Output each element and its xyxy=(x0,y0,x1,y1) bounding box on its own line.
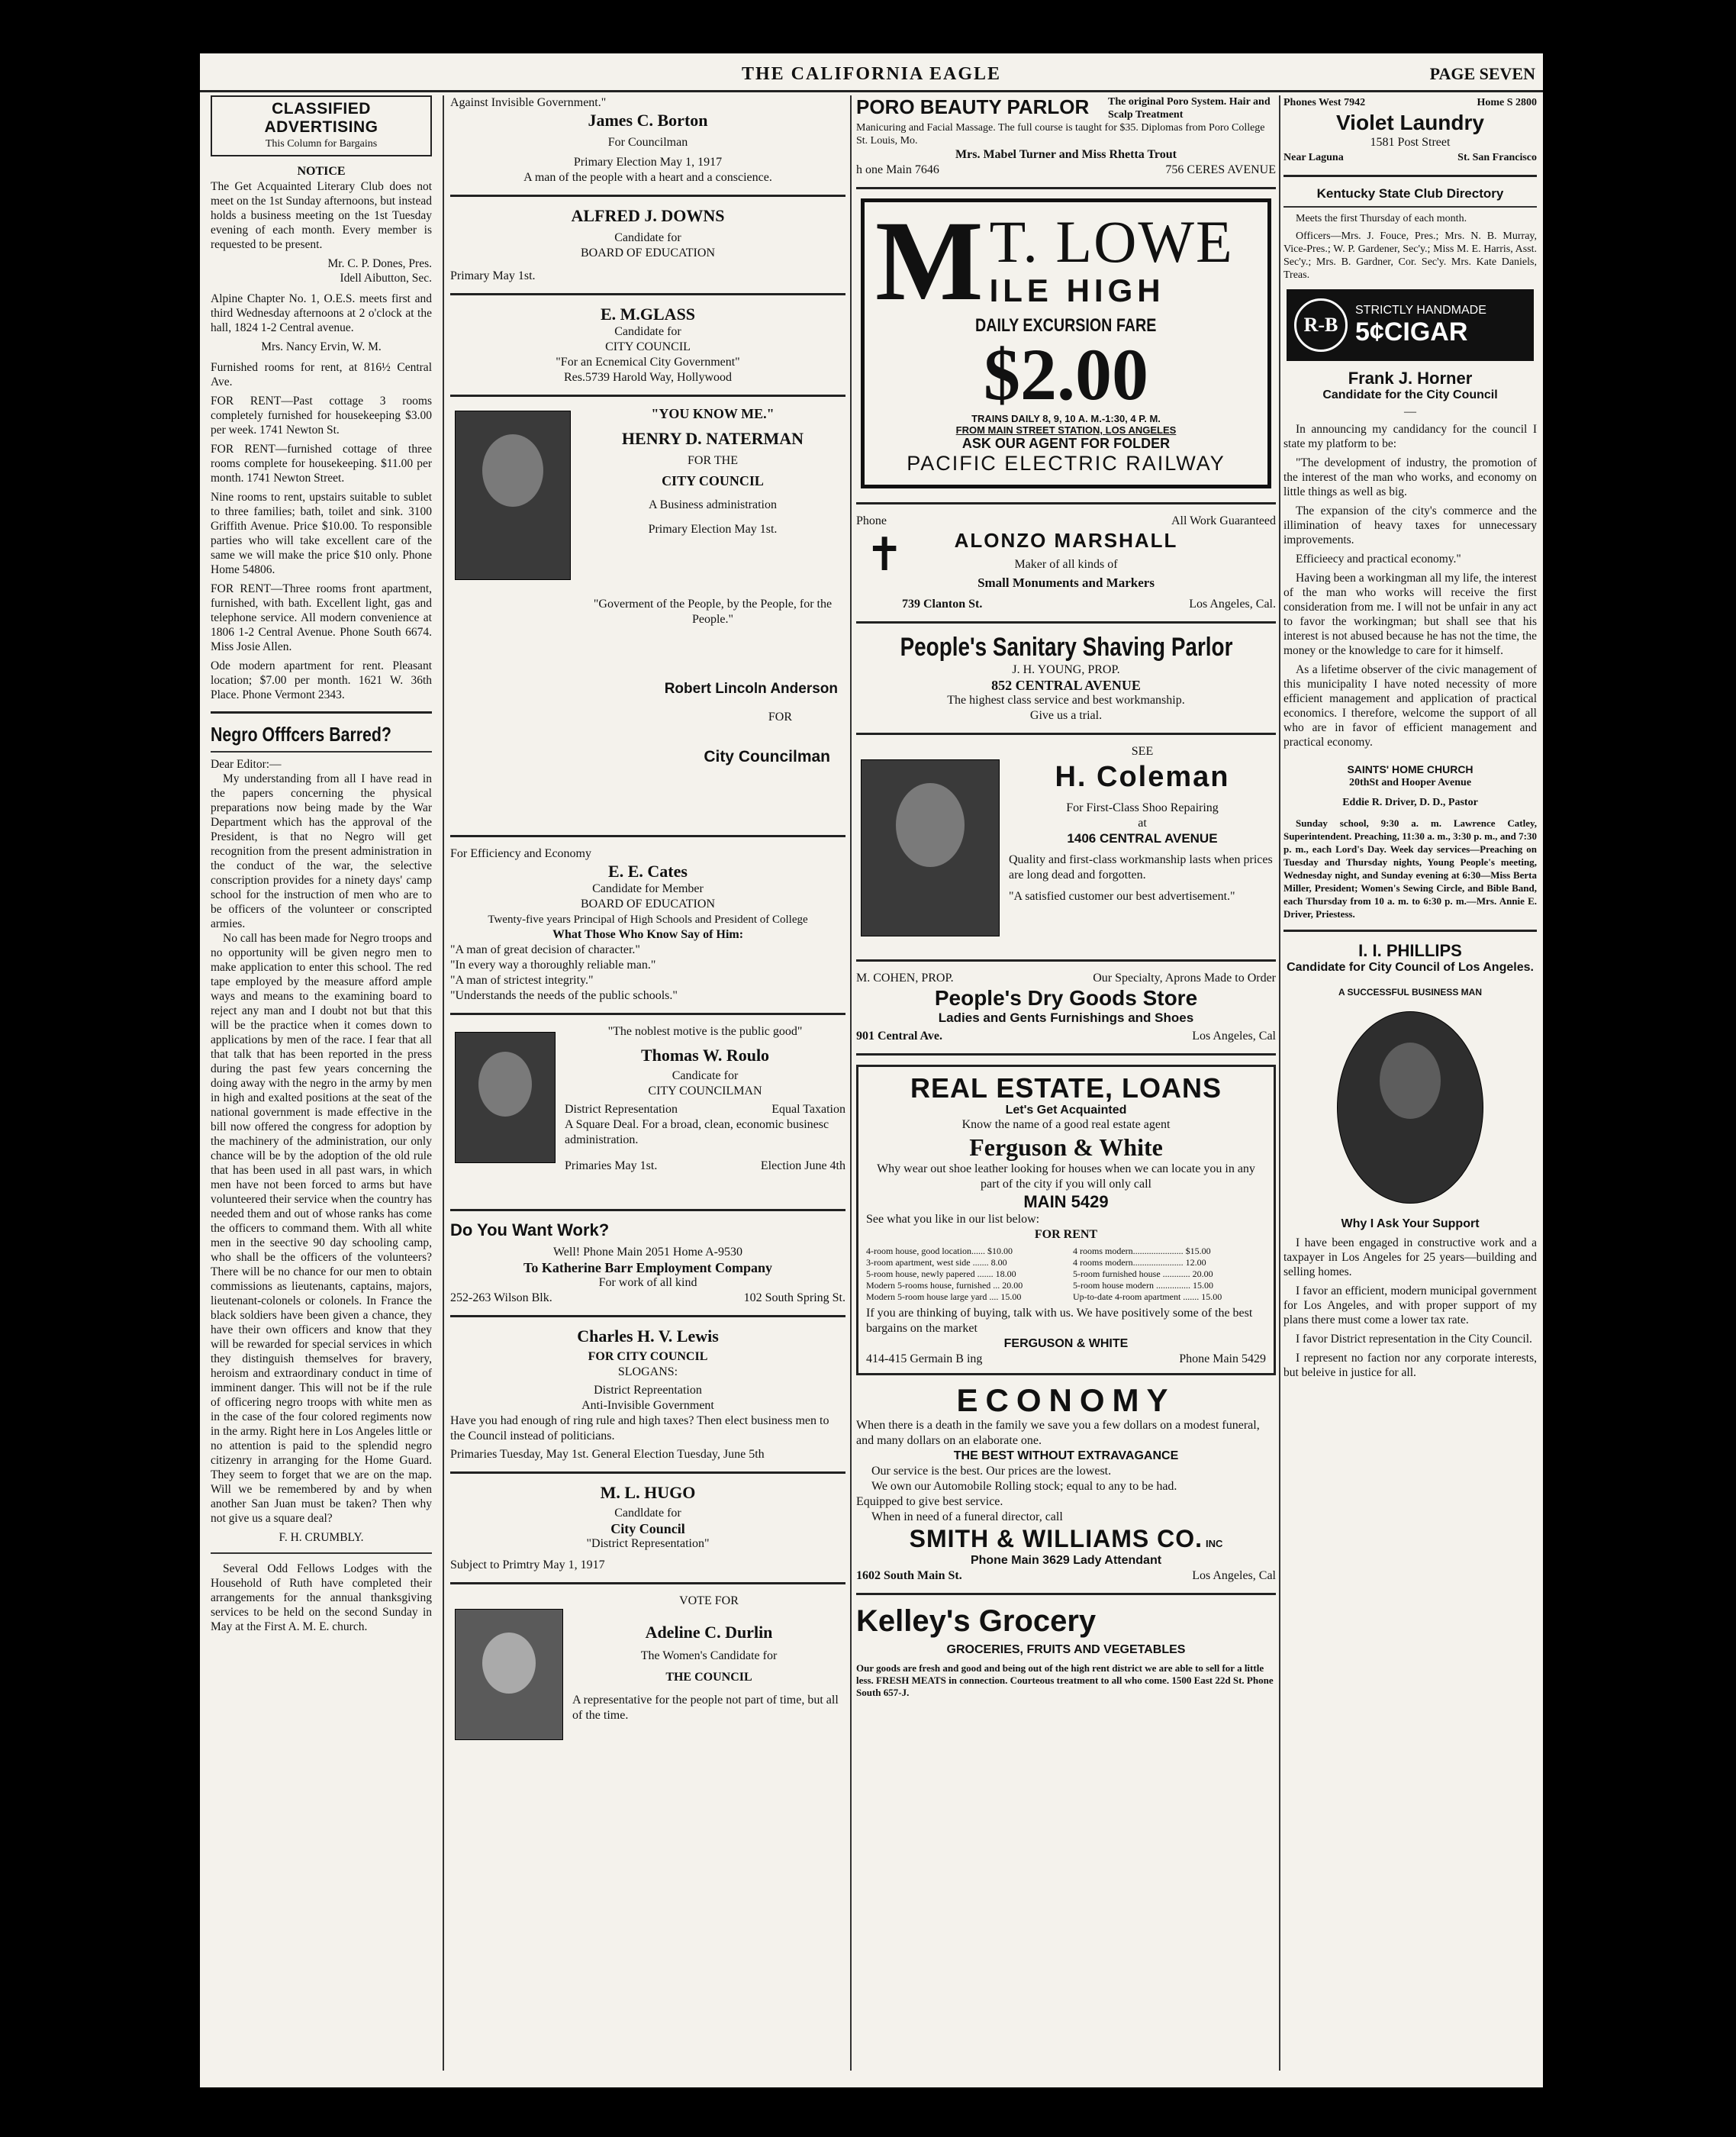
ad-text: Against Invisible Government." xyxy=(450,96,607,109)
ad-text: 1581 Post Street xyxy=(1370,136,1451,149)
ad-text: Los Angeles, Cal. xyxy=(1189,598,1276,611)
notice-heading: NOTICE xyxy=(297,165,346,178)
ad-text: Primary Election May 1st. xyxy=(648,523,778,536)
borton-ad xyxy=(450,95,845,185)
ad-text: 739 Clanton St. xyxy=(902,598,983,611)
ad-quote: "YOU KNOW ME." xyxy=(651,406,775,421)
ad-text: Candicate for xyxy=(672,1069,739,1082)
ad-text: District Repreentation xyxy=(594,1384,702,1397)
ad-text: A man of the people with a heart and a conscience. xyxy=(523,171,772,184)
candidate-name: Adeline C. Durlin xyxy=(645,1623,773,1642)
business-name: H. Coleman xyxy=(1055,761,1230,793)
ad-text: TRAINS DAILY 8, 9, 10 A. M.-1:30, 4 P. M. xyxy=(971,413,1161,424)
ad-text: J. H. YOUNG, PROP. xyxy=(1012,663,1120,676)
business-name: ALONZO MARSHALL xyxy=(954,529,1178,552)
ad-text: BOARD OF EDUCATION xyxy=(580,898,715,911)
candidate-name: M. L. HUGO xyxy=(600,1483,696,1502)
classified-subtitle: This Column for Bargains xyxy=(265,138,378,150)
ad-quote: "In every way a thoroughly reliable man." xyxy=(450,959,656,972)
kentucky-club-directory xyxy=(1283,186,1537,282)
candidate-name: ALFRED J. DOWNS xyxy=(571,206,725,225)
divider xyxy=(856,621,1276,624)
funeral-ad xyxy=(856,1383,1276,1584)
ad-text: Phone Main 3629 Lady Attendant xyxy=(970,1554,1162,1567)
ad-text: Why wear out shoe leather looking for houses when we can locate you in any part of the city if you will only call xyxy=(877,1162,1255,1191)
ad-text: As a lifetime observer of the civic management of this municipality I have noted necessity of more efficient management and application of practical economics. I therefore, welcome the support of all who are in favor of efficient management and practical economy. xyxy=(1283,663,1537,749)
ad-text: The highest class service and best workmanship. xyxy=(947,694,1185,707)
ad-text: Let's Get Acquainted xyxy=(1005,1104,1127,1117)
notice-signature: Mr. C. P. Dones, Pres. xyxy=(327,257,432,270)
ad-text: Officers—Mrs. J. Fouce, Pres.; Mrs. N. B. Murray, Vice-Pres.; W. P. Gardener, Sec'y.; Miss M. E. Harris, Asst. Sec'y.; Mrs. B. Gardner, Cor. Sec'y. Mrs. Kate Daniels, Treas. xyxy=(1283,230,1537,281)
rb-logo: R-B xyxy=(1294,298,1348,352)
poro-ad xyxy=(856,95,1276,178)
ad-quote: "Understands the needs of the public schools." xyxy=(450,989,678,1002)
candidate-name: Charles H. V. Lewis xyxy=(577,1326,719,1346)
divider xyxy=(450,1315,845,1317)
divider xyxy=(450,293,845,295)
ad-text: Having been a workingman all my life, the interest of the man who works will receive the first consideration from me. I will not be unfair in any act to favor the workingman; but shall see that his interest is not abused because he has not the time, the money or the knowledge to care for it himself. xyxy=(1283,572,1537,657)
ad-text: Primaries May 1st. xyxy=(565,1159,658,1172)
ad-text: Candidate for xyxy=(614,231,681,244)
ad-text: 102 South Spring St. xyxy=(743,1291,845,1304)
ad-text: Efficieecy and practical economy." xyxy=(1296,553,1461,566)
durlin-ad xyxy=(450,1594,845,1754)
ad-text: For Efficiency and Economy xyxy=(450,847,591,860)
divider xyxy=(450,1471,845,1474)
divider xyxy=(1283,175,1537,177)
rental-listings xyxy=(866,1246,1266,1303)
ad-text: "A satisfied customer our best advertisement." xyxy=(1009,890,1235,903)
divider xyxy=(1283,930,1537,932)
ad-text: District Representation xyxy=(565,1103,678,1116)
listing: 4 rooms modern...................... $15.00 xyxy=(1073,1246,1211,1256)
ad-text: Small Monuments and Markers xyxy=(978,575,1155,590)
ad-text: Phone Main 5429 xyxy=(1179,1352,1266,1365)
ad-text: All Work Guaranteed xyxy=(1171,514,1276,527)
odd-fellows-notice: Several Odd Fellows Lodges with the Household of Ruth have completed their arrangements for the annual thanksgiving services to be held on the second Sunday in May at the First A. M. E. church. xyxy=(211,1562,432,1633)
roulo-ad xyxy=(450,1024,845,1200)
ad-text: For First-Class Shoo Repairing xyxy=(1066,801,1219,814)
ad-text: Well! Phone Main 2051 Home A-9530 xyxy=(552,1246,742,1259)
ad-text: FOR xyxy=(768,711,792,724)
notice-signature: Idell Aibutton, Sec. xyxy=(340,272,432,285)
durlin-portrait xyxy=(455,1609,563,1740)
ad-text: Candldate for xyxy=(614,1507,681,1520)
divider xyxy=(856,1593,1276,1595)
candidate-name: James C. Borton xyxy=(588,111,708,130)
ad-text: Candidate for the City Council xyxy=(1322,388,1498,401)
ad-text: A representative for the people not part of time, but all of the time. xyxy=(572,1694,839,1722)
ad-text: When in need of a funeral director, call xyxy=(871,1510,1063,1523)
ad-text: The Women's Candidate for xyxy=(640,1649,778,1662)
ad-text: Our Specialty, Aprons Made to Order xyxy=(1093,972,1276,985)
ad-text: Give us a trial. xyxy=(1029,709,1103,722)
ad-text: FERGUSON & WHITE xyxy=(1003,1337,1129,1350)
listing: 5-room furnished house ............ 20.00 xyxy=(1073,1268,1213,1279)
ad-text: 414-415 Germain B ing xyxy=(866,1352,983,1365)
marshall-ad xyxy=(856,514,1276,612)
naterman-portrait xyxy=(455,411,571,580)
ad-text: Near Laguna xyxy=(1283,152,1344,163)
real-estate-ad xyxy=(856,1065,1276,1375)
ad-headline: T. LOWE xyxy=(989,208,1234,275)
letter-salutation: Dear Editor:— xyxy=(211,758,282,771)
ad-text: Candidate for xyxy=(614,325,681,338)
ad-text: M. COHEN, PROP. xyxy=(856,972,954,985)
ad-text: BOARD OF EDUCATION xyxy=(580,247,715,259)
ad-text: "District Representation" xyxy=(586,1537,710,1550)
divider xyxy=(856,733,1276,735)
column-rule xyxy=(443,95,444,2071)
ad-text: h one Main 7646 xyxy=(856,163,939,176)
divider xyxy=(450,1209,845,1211)
column-rule xyxy=(850,95,852,2071)
laundry-ad xyxy=(1283,95,1537,166)
listing: Modern 5-rooms house, furnished ... 20.00 xyxy=(866,1280,1023,1291)
divider xyxy=(856,187,1276,189)
ad-text: Candidate for Member xyxy=(592,882,704,895)
shaving-parlor-ad xyxy=(856,633,1276,724)
ad-text: When there is a death in the family we save you a few dollars on a modest funeral, and many dollars on an elaborate one. xyxy=(856,1419,1260,1447)
phillips-ad xyxy=(1283,941,1537,1380)
listing: 4 rooms modern...................... 12.00 xyxy=(1073,1257,1206,1268)
ad-text: 901 Central Ave. xyxy=(856,1030,943,1043)
ad-text: We own our Automobile Rolling stock; equal to any to be had. xyxy=(871,1480,1177,1493)
column-2 xyxy=(450,95,845,1754)
notice-text: The Get Acquainted Literary Club does not meet on the 1st Sunday afternoons, but instead holds a business meeting on the 1st Tuesday evening of each month. Every member is requested to be present. xyxy=(211,180,432,251)
ad-text: I favor an efficient, modern municipal government for Los Angeles, and with proper support of my plans there must come a lower tax rate. xyxy=(1283,1284,1537,1326)
listing: Up-to-date 4-room apartment ....... 15.00 xyxy=(1073,1291,1222,1302)
for-rent-ad-1: FOR RENT—Past cottage 3 rooms completely furnished for housekeeping $3.00 per week. 1741 Newton St. xyxy=(211,395,432,437)
column-3 xyxy=(856,95,1276,1699)
candidate-name: Robert Lincoln Anderson xyxy=(664,681,838,697)
ad-text: Los Angeles, Cal xyxy=(1192,1569,1276,1582)
ad-text: THE COUNCIL xyxy=(665,1671,752,1684)
ad-text: Meets the first Thursday of each month. xyxy=(1296,213,1467,224)
ad-text: MAIN 5429 xyxy=(1023,1192,1109,1211)
divider xyxy=(450,835,845,837)
ad-text: Our service is the best. Our prices are the lowest. xyxy=(871,1465,1112,1478)
ad-text: A Square Deal. For a broad, clean, economic businesc administration. xyxy=(565,1118,829,1146)
candidate-name: E. E. Cates xyxy=(608,862,688,881)
divider xyxy=(450,1582,845,1584)
ad-text: Equal Taxation xyxy=(771,1103,845,1116)
ad-quote: "A man of great decision of character." xyxy=(450,943,640,956)
ad-text: ASK OUR AGENT FOR FOLDER xyxy=(961,436,1171,451)
ad-text: Candidate for City Council of Los Angeles. xyxy=(1287,961,1534,974)
ad-headline: ILE HIGH xyxy=(989,272,1165,308)
ad-text: A SUCCESSFUL BUSINESS MAN xyxy=(1338,987,1483,998)
horner-ad: Frank J. Horner Candidate for the City Council — In announcing my candidancy for the council I state my platform to be: "The development of industry, the promotion of the interest of the man who works, and economy on little things as well as big. The expansion of the city's commerce and the illimination of heavy taxes for unnecessary improvements. Efficieecy and practical economy." Having been a workingman all my life, the interest of the man who works will receive the first consideration from me. I will not be unfair in any act to favor the workingman; but shall see that his interest is not abused because he has not the time, the money or the knowledge to care for it himself. As a lifetime observer of the civic management of this municipality I have noted necessity of more efficient management and application of practical economics. I therefore, welcome the support of all who are in favor of efficient management and practical economy. xyxy=(1283,369,1537,749)
section-heading: SAINTS' HOME CHURCH xyxy=(1347,763,1474,775)
divider xyxy=(856,1053,1276,1056)
candidate-name: Thomas W. Roulo xyxy=(640,1046,770,1065)
ad-text: SEE xyxy=(1131,745,1154,758)
ad-quote: "A man of strictest integrity." xyxy=(450,974,594,987)
anderson-ad xyxy=(450,597,845,826)
letter-paragraph: My understanding from all I have read in the papers concerning the physical preparations now being made by the War Department which has the approval of the President, is that no Negro will get recognition from the present administration in the conduct of the war, the selective conscription provides for a ninety days' camp school for the instruction of men who are to be officers of the volunteer or conscripted armies. xyxy=(211,772,432,930)
letter-paragraph: No call has been made for Negro troops and no opportunity will be given negro men to make application to enter this school. The red tape employed by the measure afford ample ways and means to the examining board to reject any man and I doubt not but that this will be the practice when it comes down to applications by men of the race. I fear that all that talk that has been reported in the press during the past few years concerning the doing away with the negro in the army by men in high and exalted positions at the seat of the national government is made effective in the bill now offered the congress for adoption by the machinery of the administration, our only chance will be by the adoption of the old rule that has been used in all past wars, in which men have not been forced to arms but have volunteered their service when the country has needed them and out of whose ranks has come the officers to command them. With all white men in the seective 90 day schooling camp, who shall be the officers of the volunteers? There will be no chance for our men to obtain commissions as lieutenants, captains, majors, lieutenant-colonels or colonels. In France the black soldiers have been given a chance, they have their own officers and know that they will be rewarded for special services in which they distinguish themselves for bravery, heroism and extraordinary conduct in time of imminent danger. This will not be if the rule of officering negro troops with white men as in the case of the four colored regiments now in the army. Right here in Los Angeles little or no attention is paid to the splendid negro citizenry in arranging for the Home Guard. They seem to forget that we are on the map. Will we be remembered by and by when another San Juan must be taken? Then why not give us a square deal? xyxy=(211,932,432,1525)
ad-text: Maker of all kinds of xyxy=(1014,558,1118,571)
ad-text: A Business administration xyxy=(649,498,777,511)
ad-text: STRICTLY HANDMADE xyxy=(1355,303,1486,317)
ad-text: VOTE FOR xyxy=(679,1594,739,1607)
furnished-rooms-ad: Furnished rooms for rent, at 816½ Central Ave. xyxy=(211,361,432,388)
for-rent-ad-3: FOR RENT—Three rooms front apartment, furnished, with bath. Excellent light, gas and telephone service. All modern convenience at 1806 1-2 Central Avenue. Phone South 6674. Miss Josie Allen. xyxy=(211,582,432,653)
business-name: Violet Laundry xyxy=(1336,111,1484,134)
ad-headline: ECONOMY xyxy=(956,1382,1176,1418)
column-4 xyxy=(1283,95,1537,1384)
ad-text: Know the name of a good real estate agent xyxy=(961,1118,1171,1131)
column-1 xyxy=(211,95,432,1639)
glass-ad xyxy=(450,305,845,385)
rb-cigar-ad xyxy=(1287,289,1534,361)
listing: 4-room house, good location...... $10.00 xyxy=(866,1246,1013,1256)
ad-text: For work of all kind xyxy=(598,1276,697,1289)
ad-text: Eddie R. Driver, D. D., Pastor xyxy=(1342,797,1478,808)
ad-text: Res.5739 Harold Way, Hollywood xyxy=(563,371,733,384)
divider xyxy=(450,1013,845,1015)
dry-goods-ad xyxy=(856,971,1276,1044)
listing: 5-room house, newly papered ....... 18.00 xyxy=(866,1268,1016,1279)
newspaper-page xyxy=(200,53,1543,2087)
business-name: People's Sanitary Shaving Parlor xyxy=(900,633,1232,662)
ad-text: Home S 2800 xyxy=(1477,97,1537,108)
ad-text: CITY COUNCIL xyxy=(662,473,764,488)
ad-text: 252-263 Wilson Blk. xyxy=(450,1291,552,1304)
alpine-signature: Mrs. Nancy Ervin, W. M. xyxy=(261,340,382,353)
cates-ad xyxy=(450,846,845,1004)
employment-ad xyxy=(450,1220,845,1306)
candidate-name: E. M.GLASS xyxy=(600,305,696,324)
ad-text: Election June 4th xyxy=(760,1159,845,1172)
ad-text: "The development of industry, the promotion of the interest of the man who works, and economy on little things as well as big. xyxy=(1283,456,1537,498)
fare-price: $2.00 xyxy=(984,334,1148,415)
classified-header xyxy=(211,95,432,156)
ad-text: I favor District representation in the City Council. xyxy=(1296,1333,1532,1346)
for-rent-ad-2: FOR RENT—furnished cottage of three rooms complete for housekeeping. $11.00 per month. 1741 Newton Street. xyxy=(211,443,432,485)
ad-text: Mrs. Mabel Turner and Miss Rhetta Trout xyxy=(955,148,1177,161)
ad-text: Equipped to give best service. xyxy=(856,1495,1003,1508)
ad-headline: Do You Want Work? xyxy=(450,1220,610,1239)
ad-text: CITY COUNCIL xyxy=(605,340,691,353)
ad-text: City Council xyxy=(610,1521,685,1536)
lewis-ad xyxy=(450,1326,845,1462)
divider xyxy=(1283,206,1537,208)
ad-text: GROCERIES, FRUITS AND VEGETABLES xyxy=(946,1643,1186,1656)
nine-rooms-ad: Nine rooms to rent, upstairs suitable to sublet to three families; bath, toilet and sink. 3100 Griffith Avenue. Price $10.00. To responsible parties who will take excellent care of the same we will make the price $10 only. Phone Home 54806. xyxy=(211,491,432,576)
divider xyxy=(450,395,845,397)
coleman-ad xyxy=(856,744,1276,950)
ad-text: "For an Ecnemical City Government" xyxy=(556,356,740,369)
candidate-name: HENRY D. NATERMAN xyxy=(621,429,804,448)
listing: Modern 5-room house large yard .... 15.00 xyxy=(866,1291,1022,1302)
ad-text: Quality and first-class workmanship lasts when prices are long dead and forgotten. xyxy=(1009,853,1273,882)
ad-text: I represent no faction nor any corporate interests, but beleive in justice for all. xyxy=(1283,1352,1537,1379)
ad-text: Have you had enough of ring rule and high taxes? Then elect business men to the Council instead of politicians. xyxy=(450,1414,829,1442)
candidate-name: Frank J. Horner xyxy=(1348,369,1473,388)
ad-text: To Katherine Barr Employment Company xyxy=(523,1260,772,1275)
divider xyxy=(211,711,432,714)
ad-text: Anti-Invisible Government xyxy=(581,1399,714,1412)
phillips-portrait xyxy=(1337,1011,1483,1204)
ad-text: For Councilman xyxy=(607,136,688,149)
divider xyxy=(856,502,1276,504)
divider xyxy=(856,959,1276,962)
ad-text: Los Angeles, Cal xyxy=(1192,1030,1276,1043)
masthead xyxy=(200,60,1543,92)
ad-text: Twenty-five years Principal of High Schools and President of College xyxy=(488,914,808,926)
section-heading: Why I Ask Your Support xyxy=(1341,1217,1480,1230)
column-rule xyxy=(1279,95,1280,2071)
ad-text: 1406 CENTRAL AVENUE xyxy=(1067,831,1218,846)
ad-text: at xyxy=(1138,817,1147,830)
ad-text: Subject to Primtry May 1, 1917 xyxy=(450,1558,605,1571)
section-heading: Kentucky State Club Directory xyxy=(1316,186,1504,201)
alpine-chapter-notice: Alpine Chapter No. 1, O.E.S. meets first and third Wednesday afternoons at 2 o'clock at the hall, 1824 1-2 Central avenue. xyxy=(211,292,432,334)
apartment-ad: Ode modern apartment for rent. Pleasant location; $7.00 per month. 1621 W. 36th Place. Phone Vermont 2343. xyxy=(211,659,432,701)
divider xyxy=(211,751,432,753)
ad-text: Phone xyxy=(856,514,887,527)
ad-text: PACIFIC ELECTRIC RAILWAY xyxy=(907,452,1226,475)
grocery-ad xyxy=(856,1604,1276,1699)
ad-text: St. San Francisco xyxy=(1457,152,1537,163)
page-number: PAGE SEVEN xyxy=(1429,64,1535,83)
business-name: People's Dry Goods Store xyxy=(934,986,1198,1010)
ad-text: CITY COUNCILMAN xyxy=(648,1085,762,1098)
ad-text: Our goods are fresh and good and being out of the high rent district we are able to sell for a little less. FRESH MEATS in connection. Courteous treatment to all who come. 1500 East 22d St. Phone South 657-J. xyxy=(856,1662,1274,1698)
ad-text: The expansion of the city's commerce and the illimination of heavy taxes for unnecessary improvements. xyxy=(1283,504,1537,546)
roulo-portrait xyxy=(455,1032,556,1163)
monument-cross-icon: ✝ xyxy=(865,530,904,580)
ad-text: Phones West 7942 xyxy=(1283,97,1366,108)
ad-text: Primary May 1st. xyxy=(450,269,536,282)
ad-text: The original Poro System. Hair and Scalp Treatment xyxy=(1108,96,1271,121)
ad-text: Primaries Tuesday, May 1st. General Election Tuesday, June 5th xyxy=(450,1448,765,1461)
newspaper-title: THE CALIFORNIA EAGLE xyxy=(741,64,1002,84)
ad-text: FOR CITY COUNCIL xyxy=(588,1350,708,1363)
ad-quote: "Goverment of the People, by the People, for the People." xyxy=(593,598,833,626)
divider xyxy=(211,1552,432,1554)
ad-text: Ladies and Gents Furnishings and Shoes xyxy=(938,1010,1194,1025)
ad-text: INC xyxy=(1206,1538,1223,1549)
business-name: SMITH & WILLIAMS CO. xyxy=(909,1525,1203,1552)
ad-text: THE BEST WITHOUT EXTRAVAGANCE xyxy=(953,1449,1179,1462)
ad-headline: 5¢CIGAR xyxy=(1355,317,1468,346)
ad-text: 1602 South Main St. xyxy=(856,1569,962,1582)
ad-text: 852 CENTRAL AVENUE xyxy=(991,678,1141,693)
ad-text: 756 CERES AVENUE xyxy=(1165,163,1276,176)
downs-ad xyxy=(450,206,845,284)
article-headline: Negro Offfcers Barred? xyxy=(211,723,391,746)
business-name: Ferguson & White xyxy=(969,1133,1163,1161)
ad-text: FOR THE xyxy=(688,454,738,467)
ad-text: See what you like in our list below: xyxy=(866,1213,1040,1226)
ad-text: 20thSt and Hooper Avenue xyxy=(1348,777,1472,788)
ad-text: SLOGANS: xyxy=(617,1365,678,1378)
naterman-ad xyxy=(450,406,845,589)
business-name: Kelley's Grocery xyxy=(856,1604,1097,1638)
mt-lowe-ad xyxy=(861,198,1271,488)
letter-signature: F. H. CRUMBLY. xyxy=(279,1531,364,1544)
ad-text: FROM MAIN STREET STATION, LOS ANGELES xyxy=(955,424,1177,436)
listing: 3-room apartment, west side ....... 8.00 xyxy=(866,1257,1007,1268)
coleman-portrait xyxy=(861,759,1000,936)
ad-text: DAILY EXCURSION FARE xyxy=(975,315,1157,336)
ad-text: In announcing my candidancy for the council I state my platform to be: xyxy=(1283,423,1537,450)
ad-text: What Those Who Know Say of Him: xyxy=(552,928,744,941)
ad-text: Manicuring and Facial Massage. The full course is taught for $35. Diplomas from Poro College St. Louis, Mo. xyxy=(856,122,1265,147)
ad-text: If you are thinking of buying, talk with us. We have positively some of the best bargains on the market xyxy=(866,1307,1253,1335)
ad-text: Sunday school, 9:30 a. m. Lawrence Catley, Superintendent. Preaching, 11:30 a. m., 3:30 p. m., and 7:30 p. m., each Lord's Day. Week day services—Preaching on Tuesday and Thursday nights, Young People's meeting, Wednesday night, and Sunday evening at 6:30—Miss Berta Miller, President; Women's Sewing Circle, and Bible Band, each Thursday from 10 a. m. to 6:30 p. m.—Mrs. Annie E. Driver, Priestess. xyxy=(1283,817,1537,920)
ad-text: I have been engaged in constructive work and a taxpayer in Los Angeles for 25 years—building and selling homes. xyxy=(1283,1236,1537,1278)
listing: 5-room house modern ............... 15.00 xyxy=(1073,1280,1213,1291)
candidate-name: I. I. PHILLIPS xyxy=(1358,941,1462,960)
ad-text: City Councilman xyxy=(704,748,830,766)
classified-title: CLASSIFIED ADVERTISING xyxy=(264,100,378,136)
church-notice xyxy=(1283,763,1537,920)
mt-lowe-initial: M xyxy=(875,198,984,324)
ad-headline: REAL ESTATE, LOANS xyxy=(910,1072,1222,1104)
ad-quote: "The noblest motive is the public good" xyxy=(607,1025,803,1038)
hugo-ad xyxy=(450,1483,845,1573)
business-name: PORO BEAUTY PARLOR xyxy=(856,95,1090,118)
ad-text: FOR RENT xyxy=(1034,1228,1098,1241)
divider xyxy=(450,195,845,197)
ad-text: Primary Election May 1, 1917 xyxy=(573,156,723,169)
